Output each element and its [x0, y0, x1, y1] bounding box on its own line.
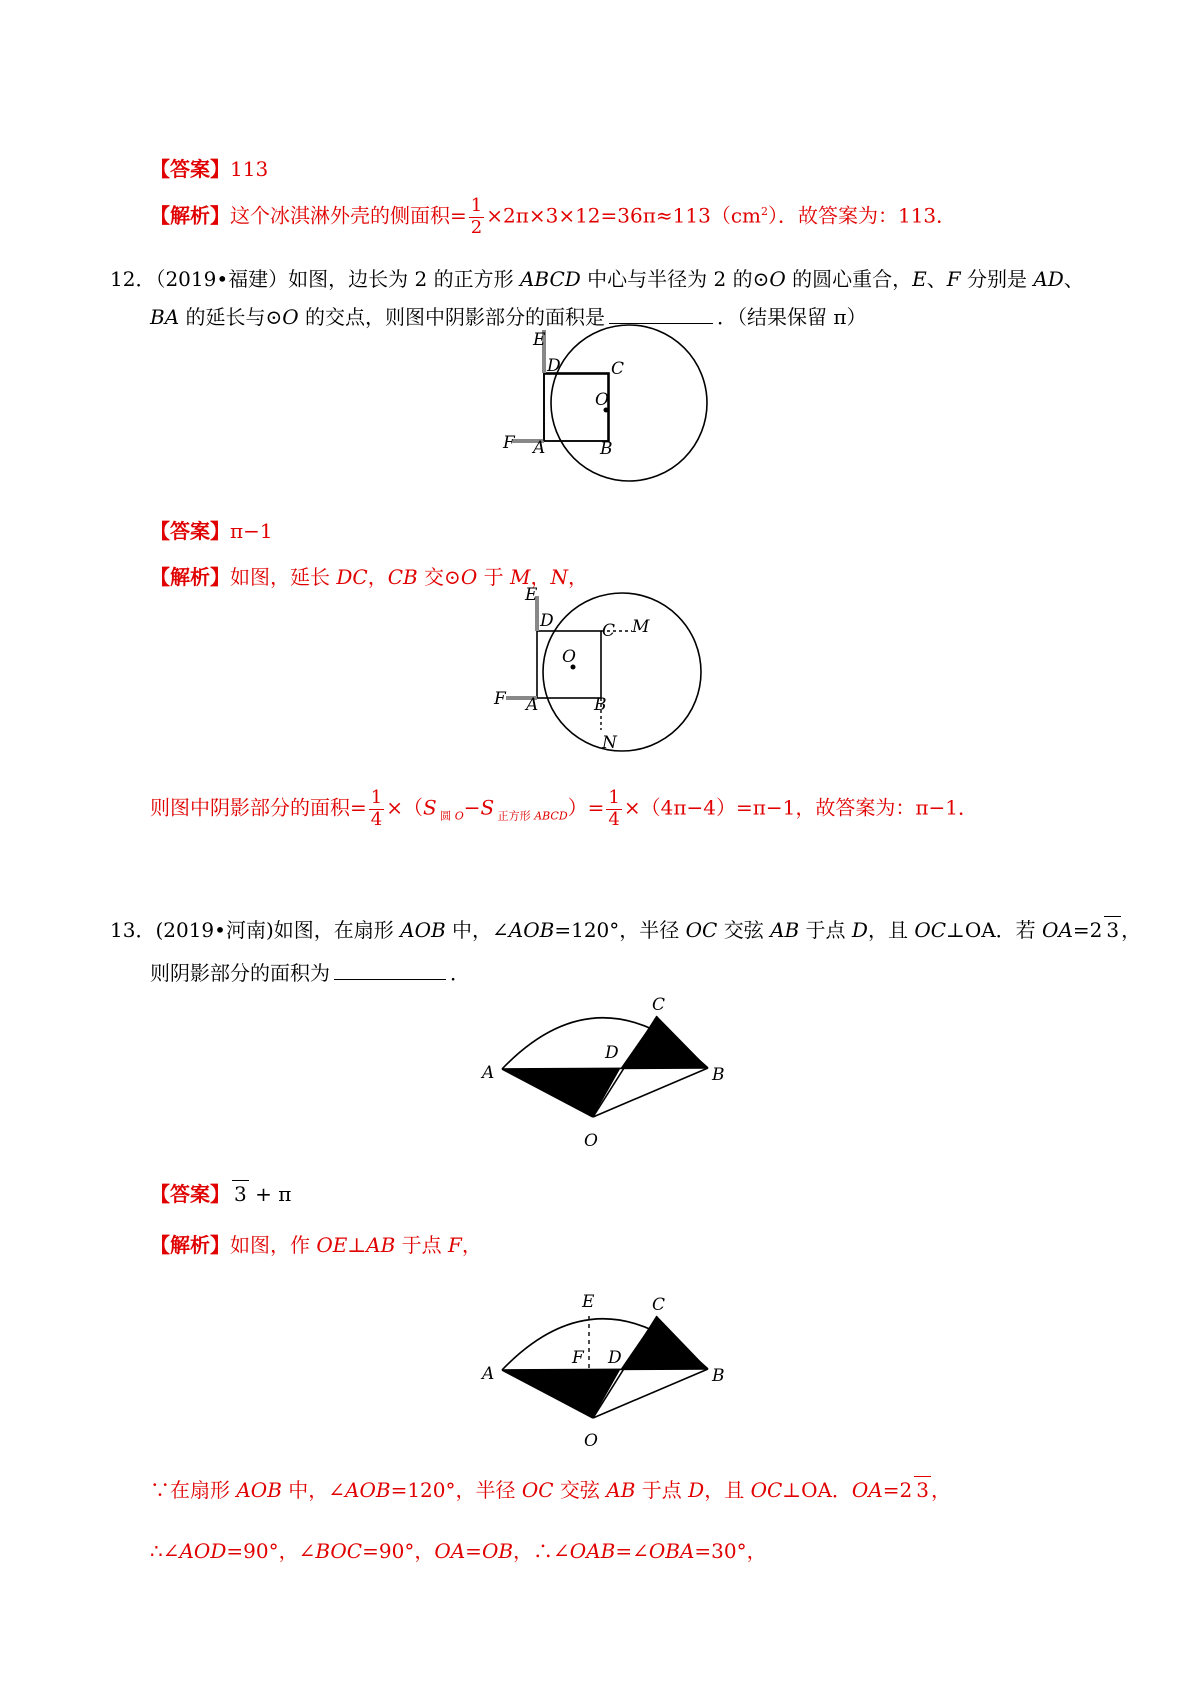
label-f: F: [503, 433, 515, 453]
math: N: [550, 565, 568, 589]
q12-answer: [150, 518, 273, 544]
label-d: D: [608, 1348, 622, 1368]
question-number: 13．: [110, 918, 156, 942]
fraction: [606, 788, 621, 830]
analysis-text: =2: [882, 1478, 913, 1502]
analysis-text: =30°，: [694, 1539, 767, 1563]
analysis-text: 则图中阴影部分的面积=: [150, 795, 367, 820]
q12-result: [150, 788, 978, 830]
analysis-text: ⊥OA．: [782, 1478, 852, 1502]
question-text: =2: [1072, 918, 1103, 942]
question-text: 、: [1063, 267, 1084, 291]
answer-value: π−1: [230, 519, 273, 543]
math: S: [422, 795, 437, 820]
analysis-text: ，∴∠: [513, 1539, 570, 1563]
q13-answer: [150, 1180, 291, 1207]
analysis-text: 如图，作: [230, 1233, 317, 1257]
answer-blank: [609, 305, 713, 324]
fraction-denominator: 4: [370, 808, 383, 830]
label-e: E: [533, 330, 546, 350]
analysis-text: ⊥: [347, 1233, 367, 1257]
analysis-text: =: [465, 1539, 482, 1563]
q13-question-line1: [110, 916, 1141, 943]
question-text: ．: [450, 961, 470, 985]
math: DC: [336, 565, 368, 589]
math: BOC: [315, 1539, 363, 1563]
math: CB: [387, 565, 418, 589]
question-number: 12．: [110, 267, 156, 291]
math: OB: [481, 1539, 514, 1563]
math: OBA: [648, 1539, 695, 1563]
sqrt: 3: [916, 1478, 929, 1502]
math: AOB: [345, 1478, 391, 1502]
label-d: D: [605, 1043, 619, 1063]
answer-value: 113: [230, 157, 269, 181]
label-c: C: [602, 621, 616, 641]
math: OC: [685, 918, 718, 942]
math: O: [769, 267, 786, 291]
label-b: B: [712, 1366, 725, 1386]
q12-question-line2: [150, 304, 867, 330]
label-e: E: [582, 1292, 595, 1312]
label-b: B: [600, 439, 613, 459]
shaded-segment: [620, 1016, 708, 1069]
label-e: E: [525, 585, 538, 605]
question-text: 分别是: [960, 267, 1034, 291]
answer-label: 【答案】: [150, 157, 230, 181]
label-o: O: [584, 1131, 598, 1151]
analysis-text: ，: [461, 1233, 482, 1257]
q13-analysis: [150, 1232, 482, 1258]
q11-answer: [150, 156, 268, 182]
label-d: D: [540, 611, 554, 631]
math: S: [480, 795, 495, 820]
math: D: [851, 918, 868, 942]
math: F: [946, 267, 961, 291]
label-b: B: [712, 1065, 725, 1085]
math: AD: [1033, 267, 1064, 291]
analysis-text: 如图，延长: [230, 565, 337, 589]
analysis-text: ∴∠: [150, 1539, 180, 1563]
q11-analysis: [150, 196, 956, 238]
math: AOD: [179, 1539, 227, 1563]
question-text: ⊥OA．若: [946, 918, 1043, 942]
analysis-text: ×2π×3×12=36π≈113（cm: [486, 203, 761, 228]
analysis-text: 交⊙: [417, 565, 461, 589]
label-o: O: [584, 1431, 598, 1451]
question-text: 的延长与⊙: [179, 305, 283, 329]
question-text: 中心与半径为 2 的⊙: [580, 267, 770, 291]
question-text: ，: [1121, 918, 1142, 942]
question-text: ．（结果保留 π）: [717, 305, 867, 329]
question-text: 的圆心重合，: [785, 267, 913, 291]
analysis-text: =∠: [615, 1539, 649, 1563]
question-text: =120°，半径: [554, 918, 686, 942]
label-n: N: [602, 733, 617, 753]
math: OAB: [569, 1539, 616, 1563]
math: OA: [851, 1478, 883, 1502]
analysis-text: ，: [530, 565, 551, 589]
analysis-label: 【解析】: [150, 565, 230, 589]
fraction-numerator: 1: [370, 787, 383, 808]
math: OE: [316, 1233, 348, 1257]
fraction-denominator: 2: [470, 216, 483, 238]
analysis-text: ，: [567, 565, 588, 589]
math: E: [912, 267, 927, 291]
analysis-text: 交弦: [553, 1478, 607, 1502]
fraction: [469, 196, 484, 238]
math: AB: [366, 1233, 396, 1257]
sqrt: 3: [234, 1182, 247, 1206]
analysis-text: 于: [477, 565, 510, 589]
analysis-text: =120°，半径: [390, 1478, 522, 1502]
answer-value: + π: [248, 1182, 292, 1206]
math: OC: [914, 918, 947, 942]
q12-circle-figure: [503, 330, 725, 503]
analysis-text: 中，∠: [281, 1478, 346, 1502]
analysis-label: 【解析】: [150, 203, 230, 228]
superscript: 2: [760, 205, 768, 219]
analysis-text: −: [463, 795, 481, 820]
q12-circle-figure-2: [494, 585, 720, 774]
math: D: [688, 1478, 705, 1502]
subscript: ABCD: [534, 809, 568, 823]
math: AB: [606, 1478, 636, 1502]
q13-therefore: [150, 1538, 767, 1564]
label-o: O: [562, 647, 576, 667]
math: O: [282, 305, 299, 329]
question-text: 于点: [799, 918, 852, 942]
math: BA: [150, 305, 180, 329]
shaded-triangle: [502, 1069, 620, 1117]
circle-o: [551, 325, 707, 481]
analysis-text: ）．故答案为：113．: [767, 203, 957, 228]
shaded-triangle: [502, 1370, 620, 1418]
label-a: A: [526, 695, 539, 715]
answer-label: 【答案】: [150, 1182, 230, 1206]
analysis-text: 这个冰淇淋外壳的侧面积=: [230, 203, 467, 228]
label-c: C: [611, 359, 625, 379]
fraction-denominator: 4: [608, 808, 620, 830]
q13-sector-figure-2: [480, 1274, 740, 1464]
label-c: C: [652, 995, 666, 1015]
analysis-text: ，: [930, 1478, 951, 1502]
question-text: (2019•河南)如图，在扇形: [155, 918, 401, 942]
sqrt: 3: [1106, 918, 1120, 942]
label-d: D: [547, 356, 561, 376]
question-text: ，且: [867, 918, 915, 942]
q13-question-line2: [150, 960, 470, 986]
math: OC: [521, 1478, 554, 1502]
shaded-segment: [620, 1316, 708, 1370]
label-f: F: [572, 1348, 584, 1368]
subscript: O: [454, 809, 464, 823]
subscript: 圆: [436, 809, 455, 823]
math: M: [509, 565, 531, 589]
question-text: 则阴影部分的面积为: [150, 961, 330, 985]
math: ABCD: [519, 267, 581, 291]
analysis-text: ，: [367, 565, 388, 589]
question-text: 、: [926, 267, 947, 291]
fraction: [369, 788, 384, 830]
label-o: O: [595, 390, 609, 410]
label-m: M: [632, 617, 650, 637]
q13-because: [150, 1476, 951, 1503]
math: AOB: [508, 918, 555, 942]
math: AOB: [400, 918, 446, 942]
q12-analysis: [150, 564, 588, 590]
math: AOB: [236, 1478, 282, 1502]
analysis-text: 于点: [395, 1233, 449, 1257]
analysis-text: ）=: [567, 795, 605, 820]
circle-o: [543, 593, 701, 751]
math: F: [448, 1233, 462, 1257]
math: OA: [434, 1539, 466, 1563]
q13-sector-figure: [480, 995, 740, 1162]
label-a: A: [482, 1364, 495, 1384]
label-a: A: [482, 1063, 495, 1083]
analysis-text: ∵在扇形: [150, 1478, 237, 1502]
fraction-numerator: 1: [608, 787, 620, 808]
label-b: B: [594, 695, 607, 715]
subscript: 正方形: [494, 809, 535, 823]
analysis-text: 于点: [635, 1478, 689, 1502]
question-text: 中，∠: [445, 918, 509, 942]
math: OA: [1042, 918, 1073, 942]
analysis-text: ，且: [704, 1478, 751, 1502]
math: O: [460, 565, 478, 589]
analysis-label: 【解析】: [150, 1233, 230, 1257]
question-text: 的交点，则图中阴影部分的面积是: [298, 305, 606, 329]
q12-question-line1: [110, 266, 1084, 292]
label-a: A: [533, 438, 546, 458]
question-text: （2019•福建）如图，边长为 2 的正方形: [155, 267, 520, 291]
math: AB: [770, 918, 800, 942]
fraction-numerator: 1: [470, 195, 483, 216]
answer-label: 【答案】: [150, 519, 230, 543]
math: OC: [750, 1478, 783, 1502]
analysis-text: =90°，: [362, 1539, 435, 1563]
analysis-text: ×（4π−4）=π−1，故答案为：π−1．: [623, 795, 978, 820]
question-text: 交弦: [717, 918, 771, 942]
label-c: C: [652, 1295, 666, 1315]
answer-blank: [334, 961, 446, 980]
label-f: F: [494, 689, 506, 709]
analysis-text: ×（: [386, 795, 423, 820]
analysis-text: =90°，∠: [226, 1539, 316, 1563]
